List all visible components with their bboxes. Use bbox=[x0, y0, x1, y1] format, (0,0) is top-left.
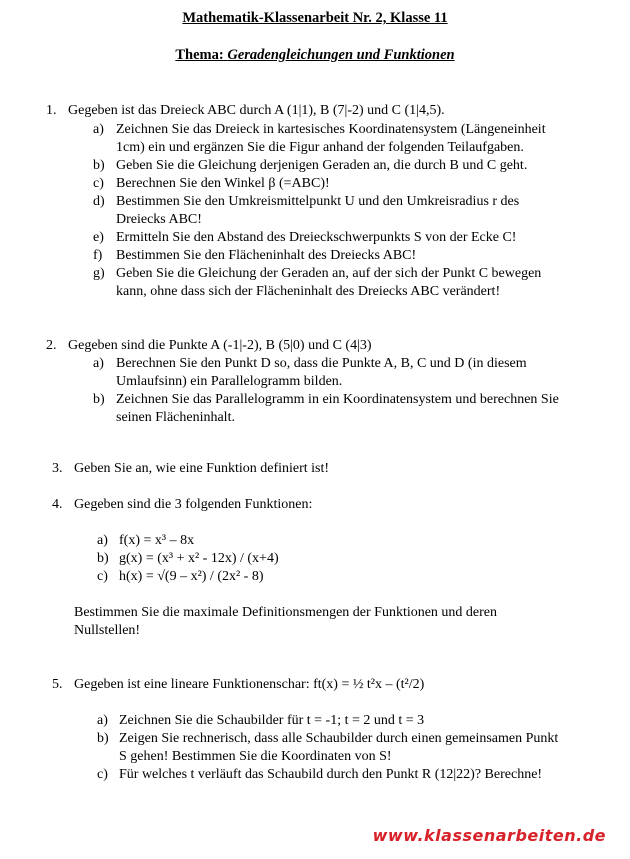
watermark-link[interactable]: www.klassenarbeiten.de bbox=[372, 826, 606, 845]
task-1d-line-2: Dreiecks ABC! bbox=[116, 212, 202, 227]
task-1b-line-1: Geben Sie die Gleichung derjenigen Geraden an, die durch B und C geht. bbox=[116, 158, 528, 173]
task-3-intro: Geben Sie an, wie eine Funktion definiert ist! bbox=[74, 461, 330, 476]
task-5c-label: c) bbox=[97, 767, 108, 782]
task-5-number: 5. bbox=[52, 677, 63, 692]
task-4c-formula: h(x) = √(9 – x²) / (2x² - 8) bbox=[119, 569, 264, 584]
task-2-intro: Gegeben sind die Punkte A (-1|-2), B (5|0) und C (4|3) bbox=[68, 338, 372, 353]
task-5a-label: a) bbox=[97, 713, 108, 728]
task-1e-line-1: Ermitteln Sie den Abstand des Dreieckschwerpunkts S von der Ecke C! bbox=[116, 230, 517, 245]
page-title: Mathematik-Klassenarbeit Nr. 2, Klasse 11 bbox=[182, 10, 448, 26]
task-1d-line-1: Bestimmen Sie den Umkreismittelpunkt U und den Umkreisradius r des bbox=[116, 194, 520, 209]
task-1f-line-1: Bestimmen Sie den Flächeninhalt des Dreiecks ABC! bbox=[116, 248, 417, 263]
task-4a-label: a) bbox=[97, 533, 108, 548]
task-2a-line-2: Umlaufsinn) ein Parallelogramm bilden. bbox=[116, 374, 343, 389]
task-4b-formula: g(x) = (x³ + x² - 12x) / (x+4) bbox=[119, 551, 279, 566]
task-5b-line-2: S gehen! Bestimmen Sie die Koordinaten von S! bbox=[119, 749, 392, 764]
task-1c-line-1: Berechnen Sie den Winkel β (=ABC)! bbox=[116, 176, 330, 191]
task-1-number: 1. bbox=[46, 103, 57, 118]
task-1f-label: f) bbox=[93, 248, 103, 263]
task-1-intro: Gegeben ist das Dreieck ABC durch A (1|1), B (7|-2) und C (1|4,5). bbox=[68, 103, 445, 118]
task-4-intro: Gegeben sind die 3 folgenden Funktionen: bbox=[74, 497, 313, 512]
task-2a-label: a) bbox=[93, 356, 104, 371]
task-1g-label: g) bbox=[93, 266, 105, 281]
task-1d-label: d) bbox=[93, 194, 105, 209]
topic-line bbox=[0, 47, 630, 64]
task-2a-line-1: Berechnen Sie den Punkt D so, dass die Punkte A, B, C und D (in diesem bbox=[116, 356, 527, 371]
topic-value: Geradengleichungen und Funktionen bbox=[227, 47, 455, 63]
task-2b-label: b) bbox=[93, 392, 105, 407]
task-1g-line-2: kann, ohne dass sich der Flächeninhalt des Dreiecks ABC verändert! bbox=[116, 284, 501, 299]
task-1a-line-1: Zeichnen Sie das Dreieck in kartesisches Koordinatensystem (Längeneinheit bbox=[116, 122, 546, 137]
task-4-outro-line-2: Nullstellen! bbox=[74, 623, 141, 638]
task-4-number: 4. bbox=[52, 497, 63, 512]
task-4a-formula: f(x) = x³ – 8x bbox=[119, 533, 195, 548]
task-2b-line-2: seinen Flächeninhalt. bbox=[116, 410, 235, 425]
task-2b-line-1: Zeichnen Sie das Parallelogramm in ein Koordinatensystem und berechnen Sie bbox=[116, 392, 559, 407]
task-1a-line-2: 1cm) ein und ergänzen Sie die Figur anhand der folgenden Teilaufgaben. bbox=[116, 140, 524, 155]
task-5-intro: Gegeben ist eine lineare Funktionenschar: ft(x) = ½ t²x – (t²/2) bbox=[74, 677, 425, 692]
task-4c-label: c) bbox=[97, 569, 108, 584]
task-4-outro-line-1: Bestimmen Sie die maximale Definitionsmengen der Funktionen und deren bbox=[74, 605, 498, 620]
task-5c-line-1: Für welches t verläuft das Schaubild durch den Punkt R (12|22)? Berechne! bbox=[119, 767, 543, 782]
task-1e-label: e) bbox=[93, 230, 104, 245]
task-5b-line-1: Zeigen Sie rechnerisch, dass alle Schaubilder durch einen gemeinsamen Punkt bbox=[119, 731, 559, 746]
task-3-number: 3. bbox=[52, 461, 63, 476]
topic-label: Thema: bbox=[175, 47, 224, 63]
task-1b-label: b) bbox=[93, 158, 105, 173]
task-1c-label: c) bbox=[93, 176, 104, 191]
task-1a-label: a) bbox=[93, 122, 104, 137]
task-1g-line-1: Geben Sie die Gleichung der Geraden an, auf der sich der Punkt C bewegen bbox=[116, 266, 542, 281]
task-5a-line-1: Zeichnen Sie die Schaubilder für t = -1; t = 2 und t = 3 bbox=[119, 713, 425, 728]
task-2-number: 2. bbox=[46, 338, 57, 353]
task-4b-label: b) bbox=[97, 551, 109, 566]
task-5b-label: b) bbox=[97, 731, 109, 746]
